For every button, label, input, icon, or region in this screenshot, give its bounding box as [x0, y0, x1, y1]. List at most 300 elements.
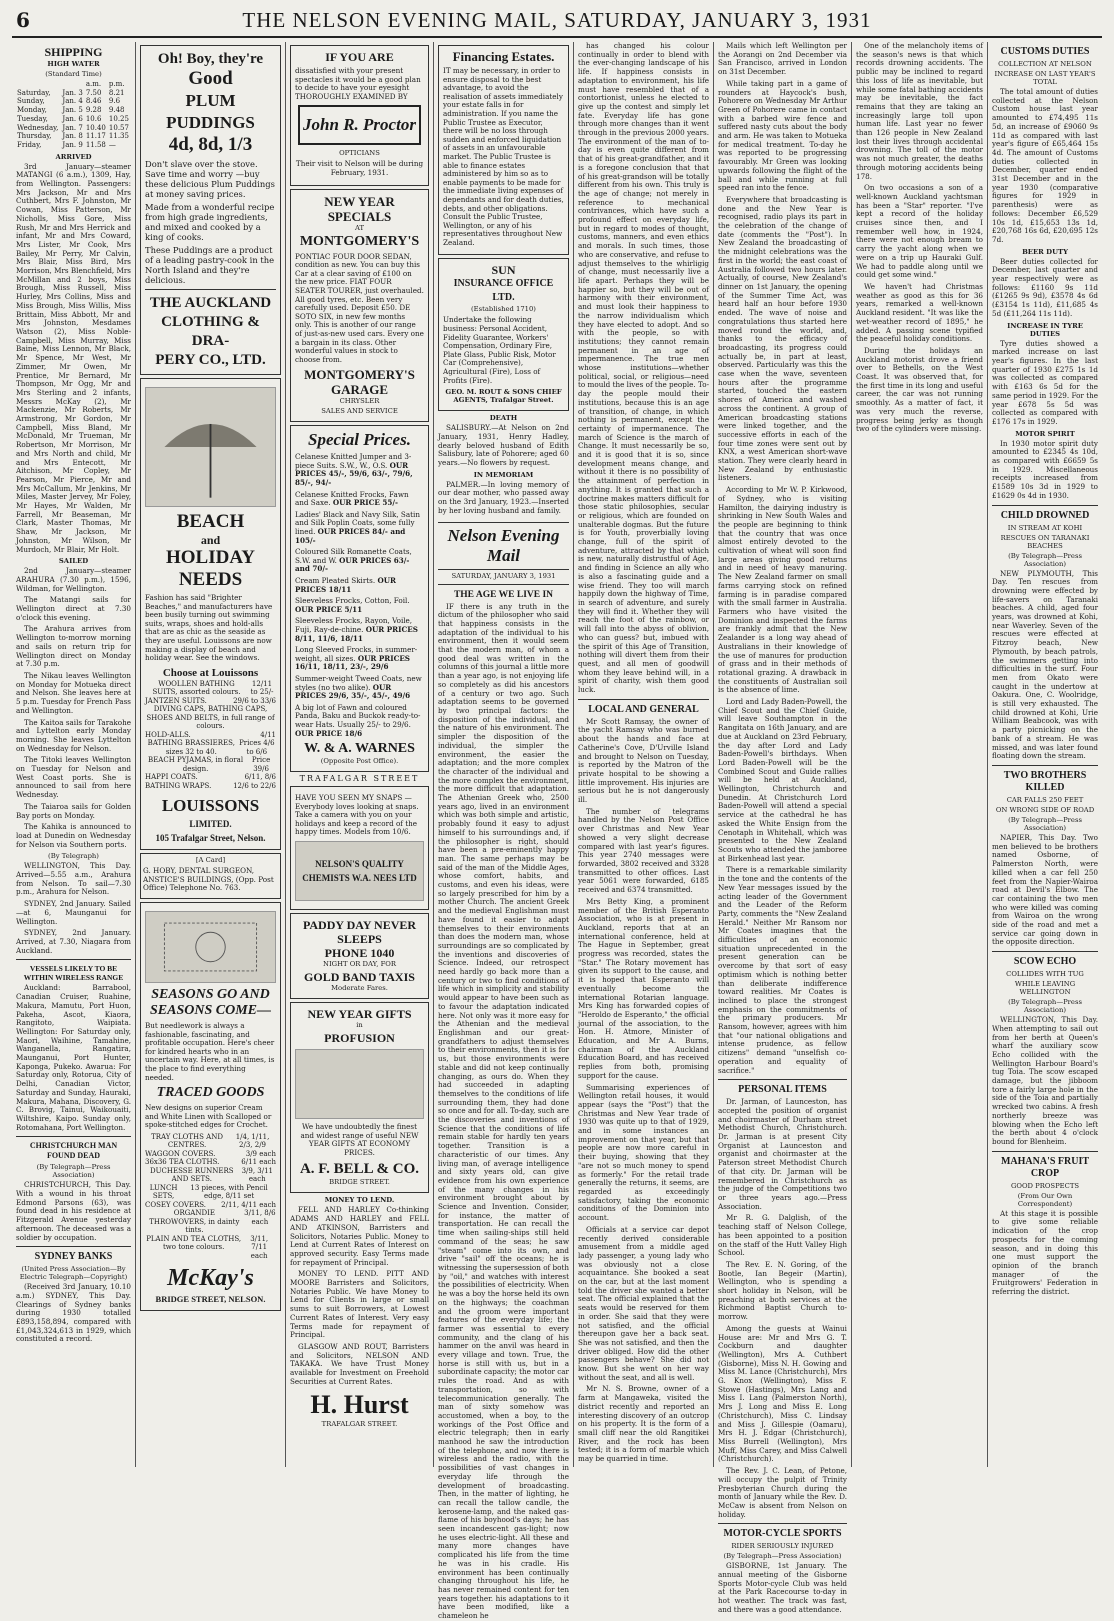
ad-sub: Moderate Fares.	[331, 984, 388, 993]
special-item-desc: Coloured Silk Romanette Coats, S.W. and W.	[295, 547, 412, 565]
ad-headline: NEEDS	[178, 569, 243, 590]
local-general-heading: LOCAL AND GENERAL	[588, 703, 699, 715]
price-line	[145, 705, 276, 731]
beer-heading: BEER DUTY	[1022, 247, 1068, 256]
louissons-name: LOUISSONS	[161, 796, 260, 816]
ad-copy: We have undoubtedly the finest and widest range of useful NEW YEAR GIFTS AT ECONOMY PRICES.	[300, 1122, 419, 1157]
sydney-shipping: SYDNEY, 2nd January. Sailed—at 6, Maunganui for Wellington.	[16, 899, 131, 926]
personal-item: The Rev. J. C. Lean, of Petone, will occupy the pulpit of Trinity Presbyterian Church during the month of January while the Rev. D. McCaw is absent from Nelson on holiday.	[718, 1466, 847, 1519]
mahana-heading: MAHANA'S FRUIT CROP	[1000, 1155, 1090, 1179]
special-item	[295, 597, 424, 614]
column-news-3	[852, 42, 988, 1467]
proctor-logo-text: John R. Proctor	[303, 115, 416, 135]
death-heading: DEATH	[489, 414, 518, 423]
ad-copy: HAVE YOU SEEN MY SNAPS — Everybody loves looking at snaps. Take a camera with you on your holidays and keep a record of the happy times. Models from 10/6.	[295, 793, 419, 837]
ad-copy: dissatisfied with your present spectacles it would be a good plan to decide to have your eyesight THOROUGHLY EXAMINED BY	[295, 66, 421, 101]
mckays-logo: McKay's	[167, 1265, 254, 1292]
tide-cell: Jan. 6	[62, 114, 83, 123]
tide-col	[61, 80, 84, 89]
auckland-clothing-name: CLOTHING & DRA-	[161, 314, 260, 349]
christchurch-credit: (By Telegraph—Press Association)	[36, 1163, 111, 1180]
beach-umbrella-icon	[146, 388, 275, 506]
scow-echo-heading: SCOW ECHO	[1013, 956, 1077, 968]
ad-copy: IT may be necessary, in order to ensure disposal to the best advantage, to avoid the realisation of assets immediately your estate falls in for administration. If you name the Public Trustee as Executor, there will be no loss through sudden and enforced liquidation of assets in an unfavourable market. The Public Trustee is able to finance estates administered by him so as to enable payments to be made for the immediate living expenses of dependants and for death duties, debts, and other obligations. Consult the Public Trustee, Wellington, or any of his representatives throughout New Zealand.	[443, 66, 564, 247]
special-item-desc: Celanese Knitted Jumper and 3-piece Suits. S.W., W., O.S.	[295, 452, 412, 470]
needlework-illustration	[145, 911, 276, 983]
price-item: 36x36 TEA CLOTHS.	[145, 1158, 220, 1167]
scow-echo-subheading: COLLIDES WITH TUG	[1006, 970, 1084, 979]
price-item: HAPPI COATS.	[145, 773, 198, 782]
local-news-item: Mr Scott Ramsay, the owner of the yacht Ramsay who was burned about the hands and face at Catherine's Cove, D'Urville Island and brought to Nelson on Tuesday, is reported by the Matron of the private hospital to be showing a little improvement. His injuries are serious but he is not dangerously ill.	[578, 716, 709, 805]
special-item	[295, 491, 424, 508]
special-item-desc: Long Sleeved Frocks, in summer-weight, all sizes.	[295, 645, 418, 663]
special-item-desc: Sleeveless Frocks, Rayon, Voile, Fuji, Ray-de-chine.	[295, 616, 413, 634]
special-item	[295, 511, 424, 545]
louissons-ltd: LIMITED.	[189, 819, 232, 830]
divider	[992, 505, 1098, 506]
price-item: BATHING WRAPS.	[145, 781, 212, 790]
special-item	[295, 548, 424, 574]
price-line	[145, 756, 276, 773]
tide-cell: 11.17	[85, 132, 106, 141]
tide-cell: Friday,	[17, 140, 42, 149]
price-line	[145, 1150, 276, 1159]
brothers-killed-subheading: CAR FALLS 250 FEET	[1006, 796, 1084, 804]
child-drowned-credit: (By Telegraph—Press Association)	[1008, 551, 1082, 568]
price-value: 3/9 each	[245, 1149, 276, 1158]
money-text: GLASGOW AND ROUT, Barristers and Solicitors, NELSON AND TAKAKA. We have Trust Money available for Investment on Freehold Securities at Current Rates.	[290, 1341, 429, 1386]
garage-name: MONTGOMERY'S	[304, 367, 415, 383]
tide-row	[16, 132, 131, 141]
child-drowned-text: NEW PLYMOUTH, This Day. Ten rescues from drowning were effected by life-savers on Taranaki beaches. A child, aged four years, was drowned at Kohi, near Waverley. Seven of the rescues were effected at Fitzroy beach, New Plymouth, by beach patrols, the swimmers getting into difficulties in the surf. Four men from Okato were caught in the undertow at Oakura. One, C. Woolridge, is still very exhausted. The child drowned at Kohi, Urie William Beabcook, was with a party picnicking on the bank of a stream. He was missed, and was later found floating down the stream.	[992, 568, 1098, 761]
shipping-note: The Kaitoa sails for Tarakohe and Lyttelton early Monday morning. She leaves Lyttelton on Wednesday for Nelson.	[16, 717, 131, 753]
tide-cell: Saturday,	[17, 88, 51, 97]
divider	[145, 289, 276, 290]
ad-headline: MONTGOMERY'S	[299, 233, 420, 249]
motorcycle-text: GISBORNE, 1st January. The annual meeting of the Gisborne Sports Motor-cycle Club was held at the Park Racecourse to-day in hot weather. The track was fast, and there was a good attendance.	[718, 1561, 847, 1614]
christchurch-text: CHRISTCHURCH, This Day. With a wound in his throat Edmond Parsons (63), was found dead in his residence at Fitzgerald Avenue yesterday afternoon. The deceased was a soldier by occupation.	[16, 1180, 131, 1242]
ad-headline: PLUM PUDDINGS	[166, 91, 255, 132]
price-item: HOLD-ALLS.	[145, 730, 191, 739]
tide-cell: 9.6	[108, 97, 121, 106]
gifts-ad	[290, 1002, 429, 1193]
brothers-killed-credit: (By Telegraph—Press Association)	[1008, 816, 1082, 832]
mahana-text: At this stage it is possible to give some reliable indication of the crop prospects for the coming season, and in doing this one must support the opinion of the branch manager of the Fruitgrowers' Federation in referring the district.	[992, 1208, 1098, 1297]
price-line	[145, 782, 276, 791]
ad-sub: (Opposite Post Office).	[320, 757, 399, 766]
tide-cell: —	[108, 140, 116, 149]
special-item	[295, 453, 424, 487]
tide-cell: Jan. 8	[62, 132, 83, 141]
beer-text: Beer duties collected for December, last quarter and year respectively were as follows: £1160 9s 11d (£1265 9s 9d), £3578 4s 6d (£3154 1s 11d), £11,685 4s 5d (£11,264 11s 11d).	[992, 256, 1098, 318]
tide-cell: Sunday,	[17, 97, 45, 106]
personal-items-heading: PERSONAL ITEMS	[738, 1084, 827, 1096]
price-line	[145, 731, 276, 740]
warnes-name: W. & A. WARNES	[304, 741, 415, 757]
special-item-price: OUR PRICE 5/11	[295, 604, 363, 614]
ad-sub: BRIDGE STREET.	[329, 1178, 390, 1187]
price-item: WAGGON COVERS.	[145, 1149, 216, 1158]
ad-copy: But needlework is always a fashionable, fascinating, and profitable occupation. Here's cheer for kindred hearts who in an uncertain way. Here, at all times, is the place to find everything needed.	[145, 1021, 275, 1082]
motorcycle-heading: MOTOR-CYCLE SPORTS	[723, 1528, 842, 1540]
price-line	[145, 1167, 276, 1184]
ad-copy: Fashion has said "Brighter Beaches," and manufacturers have been busily turning out swimming suits, wraps, shoes and hold-alls that are as chic as the seaside as they are useful. Louissons are now making a display of beach and holiday wear. See the windows.	[145, 593, 273, 663]
tide-col: a.m.	[85, 80, 102, 88]
taxi-ad	[290, 913, 429, 999]
divider	[16, 1246, 131, 1247]
divider	[718, 1523, 847, 1524]
tide-cell: 10.25	[108, 114, 129, 123]
brothers-killed-subheading: ON WRONG SIDE OF ROAD	[995, 806, 1095, 814]
shipping-note: The Arahura arrives from Wellington to-morrow morning and sails on return trip for Wellington direct on Monday at 7.30 p.m.	[16, 624, 131, 669]
ad-headline: HOLIDAY	[165, 547, 256, 568]
tide-cell: 10.6	[85, 114, 102, 123]
tide-table	[16, 80, 131, 150]
special-item	[295, 675, 424, 701]
tide-cell: Jan. 3	[62, 88, 83, 97]
tyre-text: Tyre duties showed a marked increase on last year's figures. In the last quarter of 1930 £275 1s 1d was collected as compared with £163 6s 5d for the same period in 1929. For the year £678 5s 5d was collected as compared with £176 17s in 1929.	[992, 338, 1098, 426]
column-editorial	[434, 42, 574, 1621]
ad-copy: PONTIAC FOUR DOOR SEDAN, condition as new. You can buy this Car at a clear saving of £100 on the new price. FIAT FOUR SEATER TOURER, just overhauled. All good tyres, etc. Been very carefully used. Deposit £50. DE SOTO SIX, in new few months only. This is another of our range of just-as-new used cars. Every one a bargain in its class. Other wonderful values in stock to choose from.	[295, 251, 424, 364]
motor-spirit-text: In 1930 motor spirit duty amounted to £2345 4s 10d, as compared with £6659 5s in 1929. Miscellaneous receipts increased from £1589 10s 3d in 1929 to £1629 0s 4d in 1930.	[992, 438, 1098, 500]
special-item-desc: Ladies' Black and Navy Silk, Satin and Silk Poplin Coats, some fully lined.	[295, 509, 420, 537]
tide-cell: Monday,	[17, 106, 47, 115]
tide-row	[16, 89, 131, 98]
public-trustee-ad	[438, 45, 569, 255]
dental-card	[140, 853, 281, 899]
ad-headline: PADDY DAY NEVER SLEEPS	[302, 918, 417, 947]
card-heading: [A Card]	[195, 856, 226, 865]
brothers-killed-text: NAPIER, This Day. Two men believed to be brothers named Osborne, of Palmerston North, were killed when a car fell 250 feet from the Napier-Wairoa road at Devil's Elbow. The car containing the two men who were killed was coming from Wairoa on the wrong side of the road and met a service car going down in the opposite direction.	[992, 833, 1098, 947]
column-news-4	[988, 42, 1102, 1467]
louissons-address: 105 Trafalgar Street, Nelson.	[155, 833, 266, 844]
column-news-2	[714, 41, 852, 1614]
price-value: 3/11, 8/6 each	[244, 1209, 276, 1226]
proctor-ad	[290, 45, 429, 186]
trafalgar-street-banner: TRAFALGAR STREET	[299, 774, 420, 784]
price-item: BEACH PYJAMAS, in floral design.	[148, 756, 244, 773]
price-value: 12/6 to 22/6	[233, 781, 276, 790]
motorcycle-subheading: RIDER SERIOUSLY INJURED	[731, 1542, 834, 1551]
price-item: LUNCH SETS,	[149, 1183, 178, 1201]
masthead	[12, 8, 1102, 38]
price-line	[145, 1209, 276, 1235]
price-value: 12/11 to 25/-	[250, 679, 274, 697]
local-news-item: Mr N. S. Browne, owner of a farm at Mangaweka, visited the district recently and reported an interesting discovery of an outcrop on his property. It is the form of a small cliff near the old Rangitikei River, and the rock has been tested; it is a form of marble which may be quarried in time.	[578, 1384, 709, 1464]
column-shipping	[12, 42, 136, 1467]
tide-header-row	[16, 80, 131, 89]
special-item-desc: Cream Pleated Skirts.	[295, 576, 376, 585]
customs-text: The total amount of duties collected at the Nelson Custom house last year amounted to £74,495 11s 5d, an increase of £9060 9s 11d as compared with last year's figure of £65,464 15s 4d. The amount of Customs duties collected in December, quarter ended 31st December and in the year 1930 (comparative figures for 1929 in parenthesis) were as follows: December £6,529 10s 1d, £15,653 13s 1d, £20,768 16s 6d, £20,695 12s 7d.	[992, 87, 1098, 244]
column-local-news	[574, 42, 714, 1467]
sydney-shipping: SYDNEY, 2nd January. Arrived, at 7.30, Niagara from Auckland.	[16, 928, 131, 955]
mckays-address: BRIDGE STREET, NELSON.	[155, 1294, 266, 1305]
traced-goods-heading: TRACED GOODS	[156, 1085, 265, 1101]
chemist-logo	[295, 841, 424, 901]
banks-text: (Received 3rd January, 10.10 a.m.) SYDNEY, This Day. Clearings of Sydney banks during 1930 totalled £893,158,894, compared with £1,043,324,613 in 1929, which constituted a record.	[16, 1282, 131, 1344]
shipping-note: The Matangi sails for Wellington direct at 7.30 o'clock this evening.	[16, 595, 131, 622]
ad-headline: NEW YEAR GIFTS	[307, 1007, 412, 1022]
special-item-price: OUR PRICE 18/6	[295, 728, 363, 738]
ad-sub: OPTICIANS	[339, 149, 380, 158]
ad-headline: SEASONS GO AND	[151, 987, 270, 1003]
ad-headline: NEW YEAR SPECIALS	[324, 193, 395, 224]
money-heading: MONEY TO LEND.	[324, 1196, 395, 1205]
ad-sub: CHRYSLER	[339, 397, 380, 406]
child-drowned-subheading: RESCUES ON TARANAKI BEACHES	[1000, 533, 1090, 550]
ad-sub: NIGHT OR DAY, FOR	[323, 960, 396, 969]
special-item	[295, 577, 424, 594]
scow-echo-text: WELLINGTON, This Day. When attempting to sail out from her berth at Queen's wharf the auxiliary scow Echo collided with the Wellington Harbour Board's tug Toia. The scow escaped damage, but the jibboom tore a fairly large hole in the side of the Toia and partially wrecked two cabins. A fresh northerly breeze was blowing when the Echo left the berth about 4 o'clock bound for Blenheim.	[992, 1015, 1098, 1146]
edition-date: SATURDAY, JANUARY 3, 1931	[451, 571, 556, 580]
louissons-heading: Choose at Louissons	[162, 666, 259, 679]
wellington-shipping: WELLINGTON, This Day. Arrived—5.55 a.m., Arahura from Nelson. To sail—7.30 p.m., Arahura for Nelson.	[16, 861, 131, 897]
mahana-subheading: GOOD PROSPECTS	[1010, 1181, 1080, 1190]
child-drowned-heading: CHILD DROWNED	[1000, 509, 1090, 521]
ad-headline: BEACH	[176, 511, 245, 532]
ad-sub: (Established 1710)	[471, 305, 536, 314]
price-value: 1/4, 1/11, 2/3, 2/9	[235, 1132, 270, 1150]
shipping-note: The Titoki leaves Wellington on Tuesday for Nelson and West Coast ports. She is announced to sail from here Wednesday.	[16, 755, 131, 800]
price-item: DIVING CAPS, BATHING CAPS, SHOES AND BELTS, in full range of colours.	[146, 705, 275, 731]
tide-col: p.m.	[108, 80, 125, 88]
divider	[438, 584, 569, 585]
sailed-heading: SAILED	[58, 557, 89, 566]
memoriam-heading: IN MEMORIAM	[473, 470, 534, 479]
price-item: COSEY COVERS.	[145, 1200, 207, 1209]
ad-sub: GEO. M. ROUT & SONS CHIEF AGENTS, Trafalgar Street.	[445, 388, 562, 405]
brothers-killed-heading: TWO BROTHERS KILLED	[1003, 770, 1087, 793]
special-item-price: OUR PRICES 29/6, 35/-, 45/-, 49/6	[295, 682, 411, 701]
special-item-price: OUR PRICES 63/- and 70/-	[295, 555, 410, 574]
tide-row	[16, 115, 131, 124]
price-line	[145, 680, 276, 697]
customs-subheading: COLLECTION AT NELSON	[998, 60, 1092, 68]
price-value: 6/11 each	[241, 1158, 276, 1167]
price-line	[145, 773, 276, 782]
plum-pudding-ad	[140, 45, 281, 375]
ad-headline: IF YOU ARE	[325, 50, 394, 64]
price-line	[145, 1184, 276, 1201]
special-item-price: OUR PRICES 8/11, 11/6, 18/11	[295, 624, 418, 643]
ad-headline: Good	[188, 68, 233, 89]
personal-item: Dr. Jarman, of Launceston, has accepted the position of organist and choirmaster of Durham street Methodist Church, Christchurch. Dr. Jarman is at present City Organist at Launceston and organist and choirmaster at the Paterson street Methodist Church of that city. Dr. Jarman will be remembered in Christchurch as the judge of the Competitions two or three years ago.—Press Association.	[718, 1097, 847, 1211]
ad-price: 4d, 8d, 1/3	[168, 134, 253, 155]
death-notice: SALISBURY.—At Nelson on 2nd January, 1931, Henry Hadley, dearly beloved husband of Edith Salisbury, late of Pohorere; aged 60 years.—No flowers by request.	[438, 423, 569, 468]
ad-headline: INSURANCE OFFICE LTD.	[453, 278, 554, 304]
auckland-clothing-name: THE AUCKLAND	[149, 295, 272, 311]
ad-copy: Made from a wonderful recipe from high grade ingredients, and mixed and cooked by a king of cooks.	[145, 202, 275, 242]
news-item: While taking part in a game of rounders at Haycock's bush, Pohorere on Wednesday Mr Arthur Green of Pohorere came in contact with a barbed wire fence and suffered nasty cuts about the body and arm. He was taken to Motueka for medical treatment. To-day he was reported to be progressing favourably. Mr Green was looking upwards following the flight of the ball and while running at full speed ran into the fence.	[718, 78, 847, 193]
shipping-heading: SHIPPING	[44, 45, 103, 59]
motorcycle-credit: (By Telegraph—Press Association)	[723, 1552, 842, 1561]
price-value: 3/9, 3/11 each	[241, 1166, 273, 1184]
price-value: 6/11, 8/6	[244, 773, 276, 782]
special-item	[295, 646, 424, 672]
price-value: 13 pieces, with Pencil edge, 8/11 set	[190, 1183, 268, 1201]
ad-headline: Oh! Boy, they're	[157, 51, 264, 67]
personal-item: The Rev. E. N. Goring, of the Bootle, Ian Begeir (Martin), Wellington, who is spending a short holiday in Nelson, will be preaching at both services at the Richmond Baptist Church to-morrow.	[718, 1259, 847, 1322]
price-item: BATHING BRASSIERES, sizes 32 to 40.	[147, 739, 235, 756]
tide-cell: 7.50	[85, 88, 102, 97]
ad-copy: Don't slave over the stove. Save time and worry —buy these delicious Plum Puddings at money saving prices.	[145, 159, 275, 199]
price-value: 2/11, 4/11 each	[221, 1200, 276, 1209]
news-item: Mails which left Wellington per the Aorangi on 2nd December via San Francisco, arrived in London on 31st December.	[718, 41, 847, 77]
local-news-item: Summarising experiences of Wellington retail houses, it would appear (says the "Post") that the Christmas and New Year trade of 1930 was quite up to that of 1929, and in some instances an improvement on that year, but that people are now more careful in their buying, showing that they "are not so much money to spend as formerly." For the retail trade generally the returns, it seems, are regarded as exceedingly satisfactory, taking the economic conditions of the Dominion into account.	[578, 1082, 709, 1223]
tide-cell: 11.58	[85, 140, 106, 149]
editorial-heading: THE AGE WE LIVE IN	[453, 589, 554, 600]
price-line	[145, 1235, 276, 1261]
news-item: According to Mr W. P. Kirkwood, of Sydney, who is visiting Hamilton, the dairying industry is shrinking in New South Wales and the people are beginning to think that the country that was once almost entirely devoted to the cultivation of wheat will soon find large areas giving good returns and in need of heavy manuring. The New Zealand farmer on small farms carrying stock on refined farming is in paradise compared with the small farmer in Australia. Farmers who have visited the Dominion and inspected the farms are frankly admit that the New Zealander is a long way ahead of Australians in their knowledge of the use of manures for production of grass and in their methods of rotational grazing. A drawback in the constituents of Australian soil is the absence of lime.	[718, 485, 847, 695]
mahana-credit: (From Our Own Correspondent)	[1017, 1191, 1073, 1208]
arrived-text: 3rd January—steamer MATANGI (6 a.m.), 1309, Hay, from Wellington. Passengers: Mrs Jackson, Mr and Mrs Cuthbert, Mrs F. Johnston, Mr Cowan, Miss Patterson, Mr Nicholls, Miss Gore, Miss Rush, Mr and Mrs Herrick and infant, Mr and Mrs Coward, Mrs Lister, Mr Cook, Mrs Bailey, Mr Perry, Mr Calvin, Mrs Blair, Miss Bird, Mrs Morrison, Mrs Blenchfield, Mrs McMillan and 2 boys, Miss Brough, Miss Russell, Miss Hurley, Mrs Collins, Miss and Miss Brough, Miss Willis, Miss Brittain, Miss Abbott, Mr and Mrs Johnston, Mesdames Watson (2), Miss Noble-Campbell, Miss Murray, Miss Baine, Miss Lennon, Mr Black, Mr Spence, Mr West, Mr Zimmer, Mr Owen, Mr Prentice, Mr Bernard, Mr Thompson, Mr Ogg, Mr and Mrs Sterling and 2 infants, Messrs McKay (2), Mr Mackenzie, Mr Roberts, Mr Armstrong, Mr Gordon, Mr Campbell, Miss Bland, Mr McDonald, Mr Trueman, Mr Robertson, Mr Morrison, Mr and Mrs North and child, Mr and Mrs Entecott, Mr Aitchison, Mr Copley, Mr Pearson, Mr Pierce, Mr and Mrs McCallum, Mr Jenkins, Mr Miles, Master Jervey, Mr Foley, Mr Hayes, Mr Walden, Mr Farrell, Mr Beaseman, Mr Clark, Master Thomas, Mr Shaw, Mr Jackson, Mr Johnston, Mr Wilson, Mr Murdoch, Mr Blair, Mr Holt.	[16, 161, 131, 554]
divider	[992, 765, 1098, 766]
memoriam-notice: PALMER.—In loving memory of our dear mother, who passed away on the 3rd January, 1923.—Inserted by her loving husband and family.	[438, 479, 569, 515]
special-item-desc: Sleeveless Frocks, Cotton, Foil.	[295, 596, 410, 606]
special-item-desc: Summer-weight Tweed Coats, new styles (no two alike).	[295, 673, 422, 692]
personal-item: Mr R. G. Dalglish, of the teaching staff of Nelson College, has been appointed to a position on the staff of the Hutt Valley High School.	[718, 1213, 847, 1258]
proctor-logo	[298, 105, 422, 145]
news-item: We haven't had Christmas weather as good as this for 36 years, remarked a well-known Auckland resident. "It was like the wet-weather record of 1895," he added. A passing scene typified the peaceful holiday conditions.	[856, 281, 983, 344]
garage-name: GARAGE	[330, 382, 389, 398]
special-item-price: OUR PRICES 84/- and 105/-	[295, 527, 406, 545]
ad-headline: SEASONS COME—	[150, 1003, 271, 1019]
tide-cell: 10.57	[108, 123, 129, 132]
price-line	[145, 1201, 276, 1210]
tide-row	[16, 124, 131, 133]
ad-headline: and	[200, 533, 221, 547]
price-item: TRAY CLOTHS AND CENTRES.	[151, 1132, 223, 1150]
price-item: WOOLLEN BATHING SUITS, assorted colours.	[152, 679, 241, 697]
ad-copy: New designs on superior Cream and White Linen with Scalloped or spoke-stitched edges for Crochet.	[145, 1103, 272, 1130]
money-text: FELL AND HARLEY Co-thinking ADAMS AND HARLEY and FELL AND ATKINSON, Barristers and Solicitors, Notaries Public. Money to Lend at Current Rates of Interest on approved security. Easy Terms made for repayment of Principal.	[290, 1205, 429, 1267]
sun-insurance-ad	[438, 258, 569, 411]
news-item: Everywhere that broadcasting is done and the New Year is recognised, radio plays its part in the celebration of the change of date (comments the "Post"). In New Zealand the broadcasting of the midnight celebrations was the first in the world; the east coast of Australia followed two hours later. Actually, of course, New Zealand's dinner on 1st January, the opening of the Summer Time Act, was heard half an hour before 1930 ended. The wave of noise and congratulations thus started here moved round the world, and, thanks to the efficacy of broadcasting, its progress could actually be, in part at least, observed. Particularly was this the case when the wave, seventeen hours after the programme started, touched the eastern shores of America and washed across the continent. A group of American broadcasting stations were linked together, and the successive efforts in each of the four time zones were sent out by KNX, a west American short-wave station. They were clearly heard in New Zealand by enthusiastic listeners.	[718, 194, 847, 483]
divider	[992, 1151, 1098, 1152]
tide-cell: 9.48	[108, 106, 125, 115]
arrived-heading: ARRIVED	[55, 152, 92, 161]
scow-echo-credit: (By Telegraph—Press Association)	[1008, 998, 1082, 1015]
news-item: One of the melancholy items of the season's news is that which records drowning accidents. The public may be inclined to regard this loss of life as inevitable, but while some fatal bathing accidents may be inevitable, the fact remains that they are taking an increasingly large toll upon human life. Last year no fewer than 126 people in New Zealand lost their lives through accidental drowning. The toll of the motor was not much greater, the deaths through motoring accidents being 178.	[856, 41, 983, 181]
tide-cell: 11.35	[108, 132, 129, 141]
ad-headline: PROFUSION	[324, 1031, 395, 1046]
price-item: JANTZEN SUITS.	[145, 696, 207, 705]
louissons-list	[145, 680, 276, 791]
tide-cell: 8.21	[108, 88, 125, 97]
price-value: Price 39/6	[251, 756, 271, 773]
shipping-note: The Nikau leaves Wellington on Monday for Motueka direct and Nelson. She leaves here at 5 p.m. Tuesday for French Pass and Wellington.	[16, 671, 131, 715]
newspaper-nameplate: Nelson Evening Mail	[438, 522, 569, 570]
tide-cell: Jan. 5	[62, 106, 83, 115]
special-item-price: OUR PRICES 18/11	[295, 576, 396, 594]
column-ads-left	[136, 42, 286, 1467]
tide-row	[16, 141, 131, 150]
ad-headline: SUN	[491, 263, 516, 278]
special-item	[295, 617, 424, 643]
price-line	[145, 1158, 276, 1167]
chemist-ad	[290, 786, 429, 910]
price-value: 3/11, 7/11 each	[250, 1234, 269, 1260]
money-text: MONEY TO LEND. PITT AND MOORE Barristers and Solicitors, Notaries Public. We have Money to Lend for Clients in large or small sums to suit Borrowers, at Lowest Current Rates of Interest. Very easy Terms made for repayment of Principal.	[290, 1269, 429, 1340]
price-item: ORGANDIE THROWOVERS, in dainty tints.	[149, 1209, 240, 1235]
ad-headline: Special Prices.	[308, 430, 411, 450]
price-line	[145, 1133, 276, 1150]
divider	[992, 951, 1098, 952]
local-news-item: The number of telegrams handled by the Nelson Post Office over Christmas and New Year showed a very slight decrease compared with last year's figures. This year 2740 messages were forwarded, 3802 received and 3328 transmitted to other offices. Last year 5061 were forwarded, 6185 received and 6374 transmitted.	[578, 806, 709, 895]
price-value: 29/6 to 33/6	[233, 696, 276, 705]
telegraph-credit: (By Telegraph)	[48, 852, 99, 861]
masthead-title: THE NELSON EVENING MAIL, SATURDAY, JANUARY 3, 1931	[242, 8, 872, 32]
ad-copy: Their visit to Nelson will be during February, 1931.	[295, 159, 424, 177]
ad-copy: These Puddings are a product of a leading pastry-cook in the North Island and they're delicious.	[145, 245, 275, 285]
price-item: PLAIN AND TEA CLOTHS, two tone colours.	[146, 1234, 242, 1252]
tide-row	[16, 97, 131, 106]
ad-sub: SALES AND SERVICE	[321, 407, 398, 416]
price-line	[145, 739, 276, 756]
banks-heading: SYDNEY BANKS	[34, 1251, 113, 1263]
sailed-text: 2nd January—steamer ARAHURA (7.30 p.m.), 1596, Wildman, for Wellington.	[16, 566, 131, 593]
ad-headline: GOLD BAND TAXIS	[304, 970, 415, 985]
tyre-heading: INCREASE IN TYRE DUTIES	[1007, 321, 1083, 338]
local-news-item: Mrs Betty King, a prominent member of the British Esperanto Association, who is at present in Auckland, reports that at an international conference, held at The Hague in September, great progress was recorded, states the "Star." The Rotary movement has given its support to the cause, and it is hoped that Esperanto will eventually become the international Rotarian language. Mrs King has forwarded copies of "Heroldo de Esperanto," the official journal of the association, to the Hon. H. Atmore, Minister of Education, and Mr A. Burns, chairman of the Auckland Education Board, and has received replies from both, promising support for the cause.	[578, 896, 709, 1080]
beach-illustration	[145, 387, 276, 507]
child-drowned-subheading: IN STREAM AT KOHI	[1007, 523, 1083, 532]
special-item-price: OUR PRICE 55/-	[332, 498, 398, 508]
wireless-text: Auckland: Barrabool, Canadian Cruiser, Ruahine, Makura, Mamutu, Port Huon, Pakeha, Ascot, Kiaora, Rangitoto, Waipiata. Wellington: For Saturday only, Maori, Waihine, Tamahine, Wanganella, Rangatira, Maunganui, Port Hunter, Kaponga, Pukeko. Awarua: For Saturday only, Rotorua, City of Delhi, Canadian Victor, Saturday and Sunday, Hauraki, Makura, Mahana, Discovery, G. C. Brovig, Tainui, Waikouaiti, Wiltshire, Kaipo. Sunday only, Rotomahana, Port Wellington.	[16, 983, 131, 1132]
tide-cell: 9.28	[85, 106, 102, 115]
bell-name: A. F. BELL & CO.	[299, 1161, 420, 1178]
divider	[578, 699, 709, 700]
special-item-desc: Celanese Knitted Frocks, Fawn and Saxe.	[295, 489, 409, 508]
banks-credit: (United Press Association—By Electric Telegraph—Copyright)	[19, 1265, 128, 1282]
customs-heading: CUSTOMS DUTIES	[1000, 46, 1090, 57]
tide-cell: 10.40	[85, 123, 106, 132]
shipping-note: The Taiaroa sails for Golden Bay ports on Monday.	[16, 801, 131, 820]
price-value: Prices 4/6 to 6/6	[239, 739, 275, 756]
divider	[16, 959, 131, 960]
special-item	[295, 704, 424, 738]
tide-cell: Thursday,	[17, 132, 52, 141]
ad-headline: Financing Estates.	[452, 49, 555, 64]
tide-cell: Jan. 7	[62, 123, 83, 132]
customs-subheading: INCREASE ON LAST YEAR'S TOTAL	[994, 70, 1096, 86]
needlework-icon	[146, 912, 275, 982]
page-number: 6	[16, 8, 30, 32]
ad-headline: PHONE 1040	[324, 946, 395, 961]
hurst-logo: H. Hurst	[310, 1389, 409, 1419]
price-line	[145, 697, 276, 706]
shipping-note: The Kahika is announced to load at Dunedin on Wednesday for Nelson via Southern ports.	[16, 822, 131, 849]
price-value: 4/11	[260, 730, 276, 739]
christchurch-heading: CHRISTCHURCH MAN FOUND DEAD	[29, 1141, 118, 1161]
wireless-heading: VESSELS LIKELY TO BE WITHIN WIRELESS RANGE	[23, 964, 124, 983]
card-text: G. HOBY, DENTAL SURGEON, ANSTICE'S BUILDINGS, (Opp. Post Office) Telephone No. 763.	[143, 866, 274, 893]
price-item: DUCHESSE RUNNERS AND SETS.	[150, 1166, 234, 1184]
special-item-price: OUR PRICES 45/-, 59/6, 63/-, 79/6, 85/-, 94/-	[295, 460, 413, 488]
scow-echo-subheading: WHILE LEAVING WELLINGTON	[1014, 980, 1076, 997]
tide-row	[16, 106, 131, 115]
special-item-price: OUR PRICES 16/11, 18/11, 23/-, 29/6	[295, 653, 410, 672]
news-item: Lord and Lady Baden-Powell, the Chief Scout and the Chief Guide, will leave Southampton in the Rangitata on 16th January, and are due at Auckland on 23rd February, the day after Lord and Lady Baden-Powell's birthdays. When Lord Baden-Powell will be the Combined Scout and Guide rallies will be held at Auckland, Wellington, Christchurch and Dunedin. At Christchurch Lord Baden-Powell will attend a special service at the cathedral he has asked the White Ensign from the Cenotaph in Whitehall, which was presented to the New Zealand Scouts who attended the jamboree at Birkenhead last year.	[718, 697, 847, 863]
editorial-continued: has changed his colour continually in order to blend with the ever-changing landscape of his life. If happiness consists in adaptation to environment, his life must have resembled that of a contortionist, unless he elected to give up the contest and simply let fate. Everyday life has gone through more changes than it went through in the previous 2000 years. The environment of the man of to-day is even quite different from that of his great-grandfather, and it is a foregone conclusion that that of his great-grandson will be totally different from his own. This truly is the age of change; not merely in reference to mechanical contrivances, which have such a profound effect on everyday life, but in regard to modes of thought, customs, manners, and even ethics and morals. In such times, those who are conservative, and refuse to adjust themselves to the whirligig of change, must necessarily live a life apart. Perhaps they will be happier so, but they will be out of harmony with their environment, and must look their happiness to the narrow individualism which they have elected to adopt. And so with the people, so with institutions; they cannot remain permanent in an age of impermanence. The true men whose institutions—whether political, social, or religious—need to mould the lives of the people. To-day the people mould their institutions, because this is an age of transition, of change, in which nothing is permanent, except the certainty of impermanence. The march of Science is the march of Change. It must necessarily be so, and it is good that it is so, since development means change, and without it there is no possibility of the attainment of perfection in anything. It is granted that such a doctrine makes matters difficult for those static philosophies, secular or religious, which are founded on unalterable dogmas. But the future is for Youth, proverbially loving change, full of the spirit of adventure, attracted by that which is new, naturally distrustful of Age, and finding in Science an ally who is also a fascinating guide and a wise friend. They too will march happily down the highway of Time, in search of adventure, and surely they will find it. Whether they will reach the foot of the rainbow, or will fall into the abyss of oblivion, who can guess? but, imbued with the spirit of this Age of Transition, nothing will divert them from their quest, and all men of goodwill whom they leave behind will, in a spirit of charity, wish them good luck.	[578, 41, 709, 695]
montgomery-ad	[290, 189, 429, 423]
auckland-clothing-name: PERY CO., LTD.	[155, 352, 266, 368]
divider	[16, 1136, 131, 1137]
news-item: During the holidays an Auckland motorist drove a friend over to Bethells, on the West Coast. It was observed that, for the first time in its long and useful career, the car was not running smoothly. As a matter of fact, it was very much the reverse, progress being jerky as though two of the cylinders were missing.	[856, 345, 983, 434]
news-item: On two occasions a son of a well-known Auckland yachtsman has been a "Star" reporter. "I've kept a record of the holiday cruises since then, and I remember well how, in 1924, there were not enough bream to carry the yacht along when we were on a trip up Hauraki Gulf. We had to paddle along until we could get some wind."	[856, 183, 983, 280]
tide-cell: Jan. 9	[62, 140, 83, 149]
ad-sub: AT	[354, 223, 365, 232]
